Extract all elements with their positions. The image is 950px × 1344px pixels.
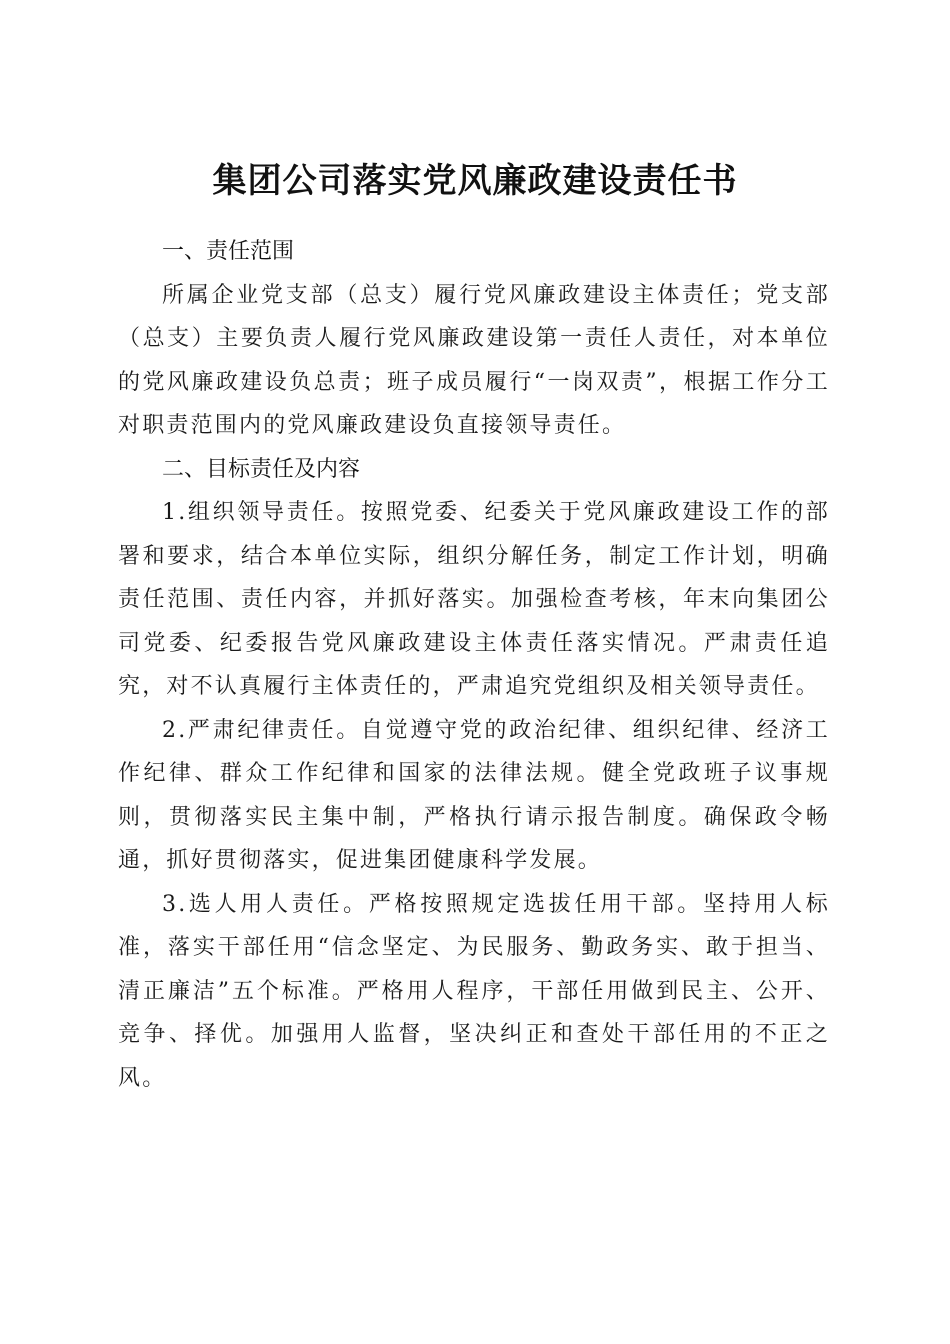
section-heading: 一、责任范围 [162,239,295,264]
section-heading: 二、目标责任及内容 [162,456,361,482]
document-title: 集团公司落实党风廉政建设责任书 [212,160,738,201]
paragraph: 1.组织领导责任。按照党委、纪委关于党风廉政建设工作的部署和要求，结合本单位实际，组织分解任务，制定工作计划，明确责任范围、责任内容，并抓好落实。加强检查考核，年末向集团公司党委、纪委报告党风廉政建设主体责任落实情况。严肃责任追究，对不认真履行主体责任的，严肃追究党组织及相关领导责任。 [118,500,830,699]
paragraph: 所属企业党支部（总支）履行党风廉政建设主体责任；党支部（总支）主要负责人履行党风廉政建设第一责任人责任，对本单位的党风廉政建设负总责；班子成员履行“一岗双责”，根据工作分工对职责范围内的党风廉政建设负直接领导责任。 [118,282,830,438]
paragraph: 2.严肃纪律责任。自觉遵守党的政治纪律、组织纪律、经济工作纪律、群众工作纪律和国家的法律法规。健全党政班子议事规则，贯彻落实民主集中制，严格执行请示报告制度。确保政令畅通，抓好贯彻落实，促进集团健康科学发展。 [118,717,830,873]
section-goals [118,448,830,1101]
paragraph: 3.选人用人责任。严格按照规定选拔任用干部。坚持用人标准，落实干部任用“信念坚定、为民服务、勤政务实、敢于担当、清正廉洁”五个标准。严格用人程序，干部任用做到民主、公开、竞争、择优。加强用人监督，坚决纠正和查处干部任用的不正之风。 [118,891,830,1091]
section-scope [118,230,830,448]
document-body [118,230,830,1100]
